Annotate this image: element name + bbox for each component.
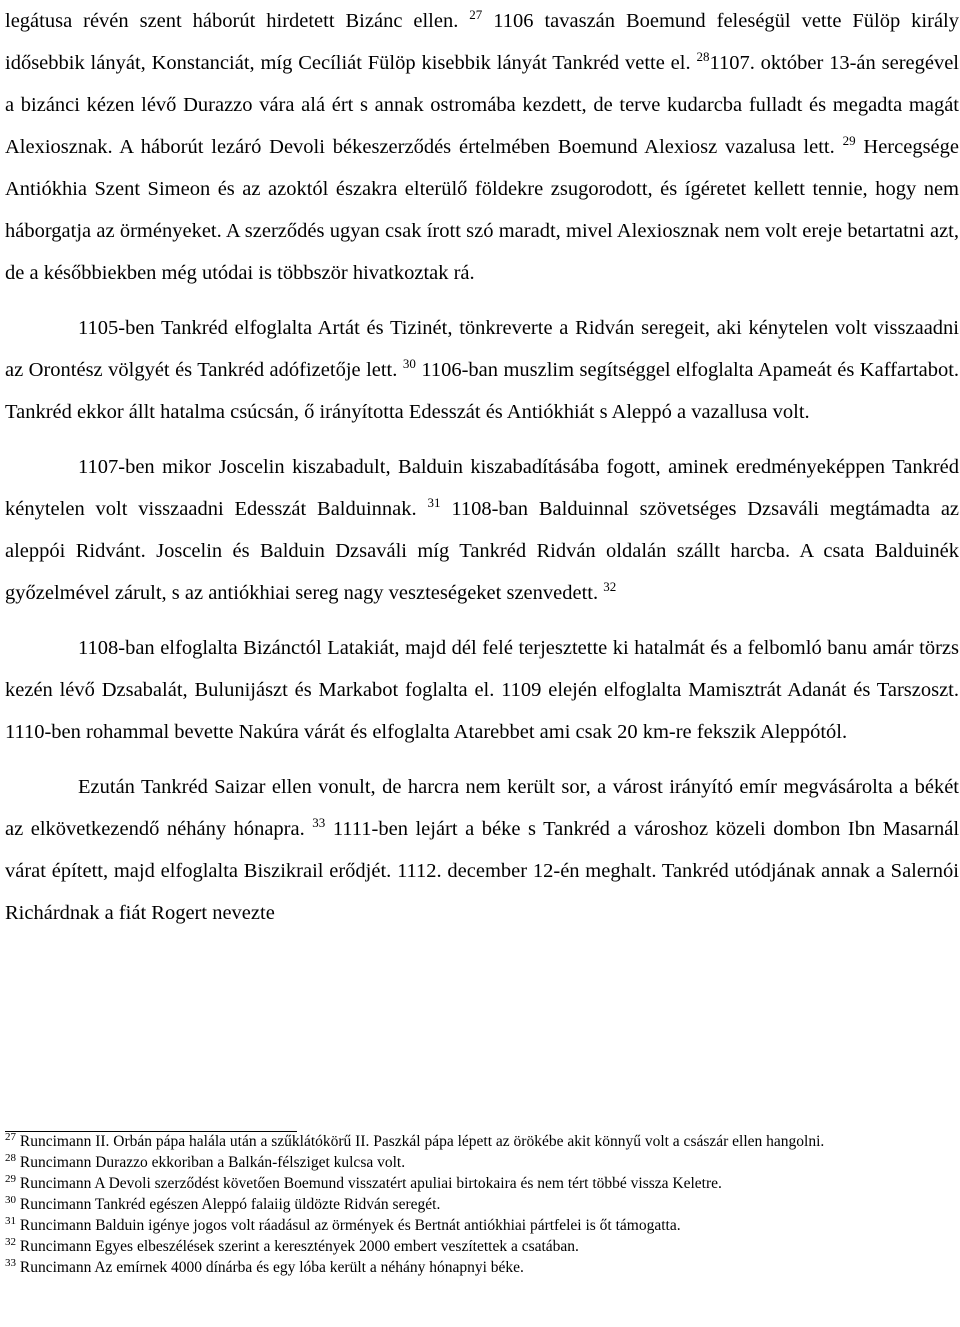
footnote-number: 30 <box>5 1193 16 1206</box>
footnote-text: Runcimann Egyes elbeszélések szerint a keresztények 2000 embert veszítettek a csatában. <box>19 1238 579 1255</box>
body-text <box>5 0 959 934</box>
paragraph-1 <box>5 0 959 294</box>
text-run: 1106 tavaszán Boemund feleségül vette Fülöp király idősebbik lányát, Konstanciát, míg Cecíliát Fülöp kisebbik lányát Tankréd vette el. <box>5 10 959 74</box>
text-run: Hercegsége Antiókhia Szent Simeon és az azoktól északra elterülő földekre zsugorodott, és ígéretet kellett tennie, hogy nem háborgatja az örményeket. A szerződés ugyan csak írott szó maradt, mivel Alexiosznak nem volt ereje betartatni azt, de a későbbiekben még utódai is többször hivatkoztak rá. <box>5 136 960 284</box>
footnote-separator <box>5 1131 297 1132</box>
footnote-ref[interactable]: 29 <box>842 133 856 149</box>
footnote-32 <box>5 1235 959 1256</box>
footnote-30 <box>5 1193 959 1214</box>
text-run: 1107. október 13-án seregével a bizánci kézen lévő Durazzo vára alá ért s annak ostromába kezdett, de terve kudarcba fulladt és megadta magát Alexiosznak. A háborút lezáró Devoli békeszerződés értelmében Boemund Alexiosz vazalusa lett. <box>5 52 960 158</box>
footnotes <box>5 1130 959 1280</box>
footnote-number: 27 <box>5 1130 16 1143</box>
footnote-27 <box>5 1130 959 1151</box>
paragraph-4 <box>5 627 959 753</box>
paragraph-3 <box>5 446 959 614</box>
footnote-text: Runcimann Tankréd egészen Aleppó falaiig üldözte Ridván seregét. <box>19 1196 441 1213</box>
footnote-number: 32 <box>5 1235 16 1248</box>
text-run: legátusa révén szent háborút hirdetett Bizánc ellen. <box>5 10 459 32</box>
text-run: 1107-ben mikor Joscelin kiszabadult, Balduin kiszabadításába fogott, aminek eredményeképpen Tankréd kénytelen volt visszaadni Edesszát Balduinnak. <box>5 456 959 520</box>
footnote-29 <box>5 1172 959 1193</box>
text-run: 1111-ben lejárt a béke s Tankréd a városhoz közeli dombon Ibn Masarnál várat épített, majd elfoglalta Biszikrail erődjét. 1112. december 12-én meghalt. Tankréd utódjának annak a Salernói Richárdnak a fiát Rogert nevezte <box>5 818 960 924</box>
footnote-text: Runcimann Durazzo ekkoriban a Balkán-félsziget kulcsa volt. <box>19 1154 406 1171</box>
footnote-text: Runcimann Az emírnek 4000 dínárba és egy lóba került a néhány hónapnyi béke. <box>19 1259 524 1276</box>
text-run: Ezután Tankréd Saizar ellen vonult, de harcra nem került sor, a várost irányító emír megvásárolta a békét az elkövetkezendő néhány hónapra. <box>5 776 959 840</box>
footnote-28 <box>5 1151 959 1172</box>
footnote-text: Runcimann II. Orbán pápa halála után a szűklátókörű II. Paszkál pápa lépett az örökébe akit könnyű volt a császár ellen hangolni. <box>19 1133 825 1150</box>
footnote-text: Runcimann A Devoli szerződést követően Boemund visszatért apuliai birtokaira és nem tért többé vissza Keletre. <box>19 1175 722 1192</box>
paragraph-5 <box>5 766 959 934</box>
footnote-33 <box>5 1256 959 1277</box>
footnote-ref[interactable]: 33 <box>312 815 326 831</box>
footnote-number: 33 <box>5 1256 16 1269</box>
footnote-ref[interactable]: 28 <box>696 49 710 65</box>
footnote-text: Runcimann Balduin igénye jogos volt ráadásul az örmények és Bertnát antiókhiai pártfelei is őt támogatta. <box>19 1217 681 1234</box>
footnote-number: 31 <box>5 1214 16 1227</box>
footnote-ref[interactable]: 31 <box>427 495 441 511</box>
footnote-number: 28 <box>5 1151 16 1164</box>
text-run: 1105-ben Tankréd elfoglalta Artát és Tizinét, tönkreverte a Ridván seregeit, aki kénytelen volt visszaadni az Orontész völgyét és Tankréd adófizetője lett. <box>5 317 959 381</box>
paragraph-2 <box>5 307 959 433</box>
footnote-ref[interactable]: 27 <box>469 7 483 23</box>
footnote-ref[interactable]: 32 <box>603 579 617 595</box>
text-run: 1106-ban muszlim segítséggel elfoglalta Apameát és Kaffartabot. Tankréd ekkor állt hatalma csúcsán, ő irányította Edesszát és Antiókhiát s Aleppó a vazallusa volt. <box>5 359 960 423</box>
text-run: 1108-ban Balduinnal szövetséges Dzsaváli megtámadta az aleppói Ridvánt. Joscelin és Balduin Dzsaváli míg Tankréd Ridván oldalán szállt harcba. A csata Balduinék győzelmével zárult, s az antiókhiai sereg nagy veszteségeket szenvedett. <box>5 498 960 604</box>
footnote-ref[interactable]: 30 <box>402 356 416 372</box>
text-run: 1108-ban elfoglalta Bizánctól Latakiát, majd dél felé terjesztette ki hatalmát és a felbomló banu amár törzs kezén lévő Dzsabalát, Bulunijászt és Markabot foglalta el. 1109 elején elfoglalta Mamisztrát Adanát és Tarszoszt. 1110-ben rohammal bevette Nakúra várát és elfoglalta Atarebbet ami csak 20 km-re fekszik Aleppótól. <box>5 637 959 743</box>
footnote-number: 29 <box>5 1172 16 1185</box>
footnote-31 <box>5 1214 959 1235</box>
